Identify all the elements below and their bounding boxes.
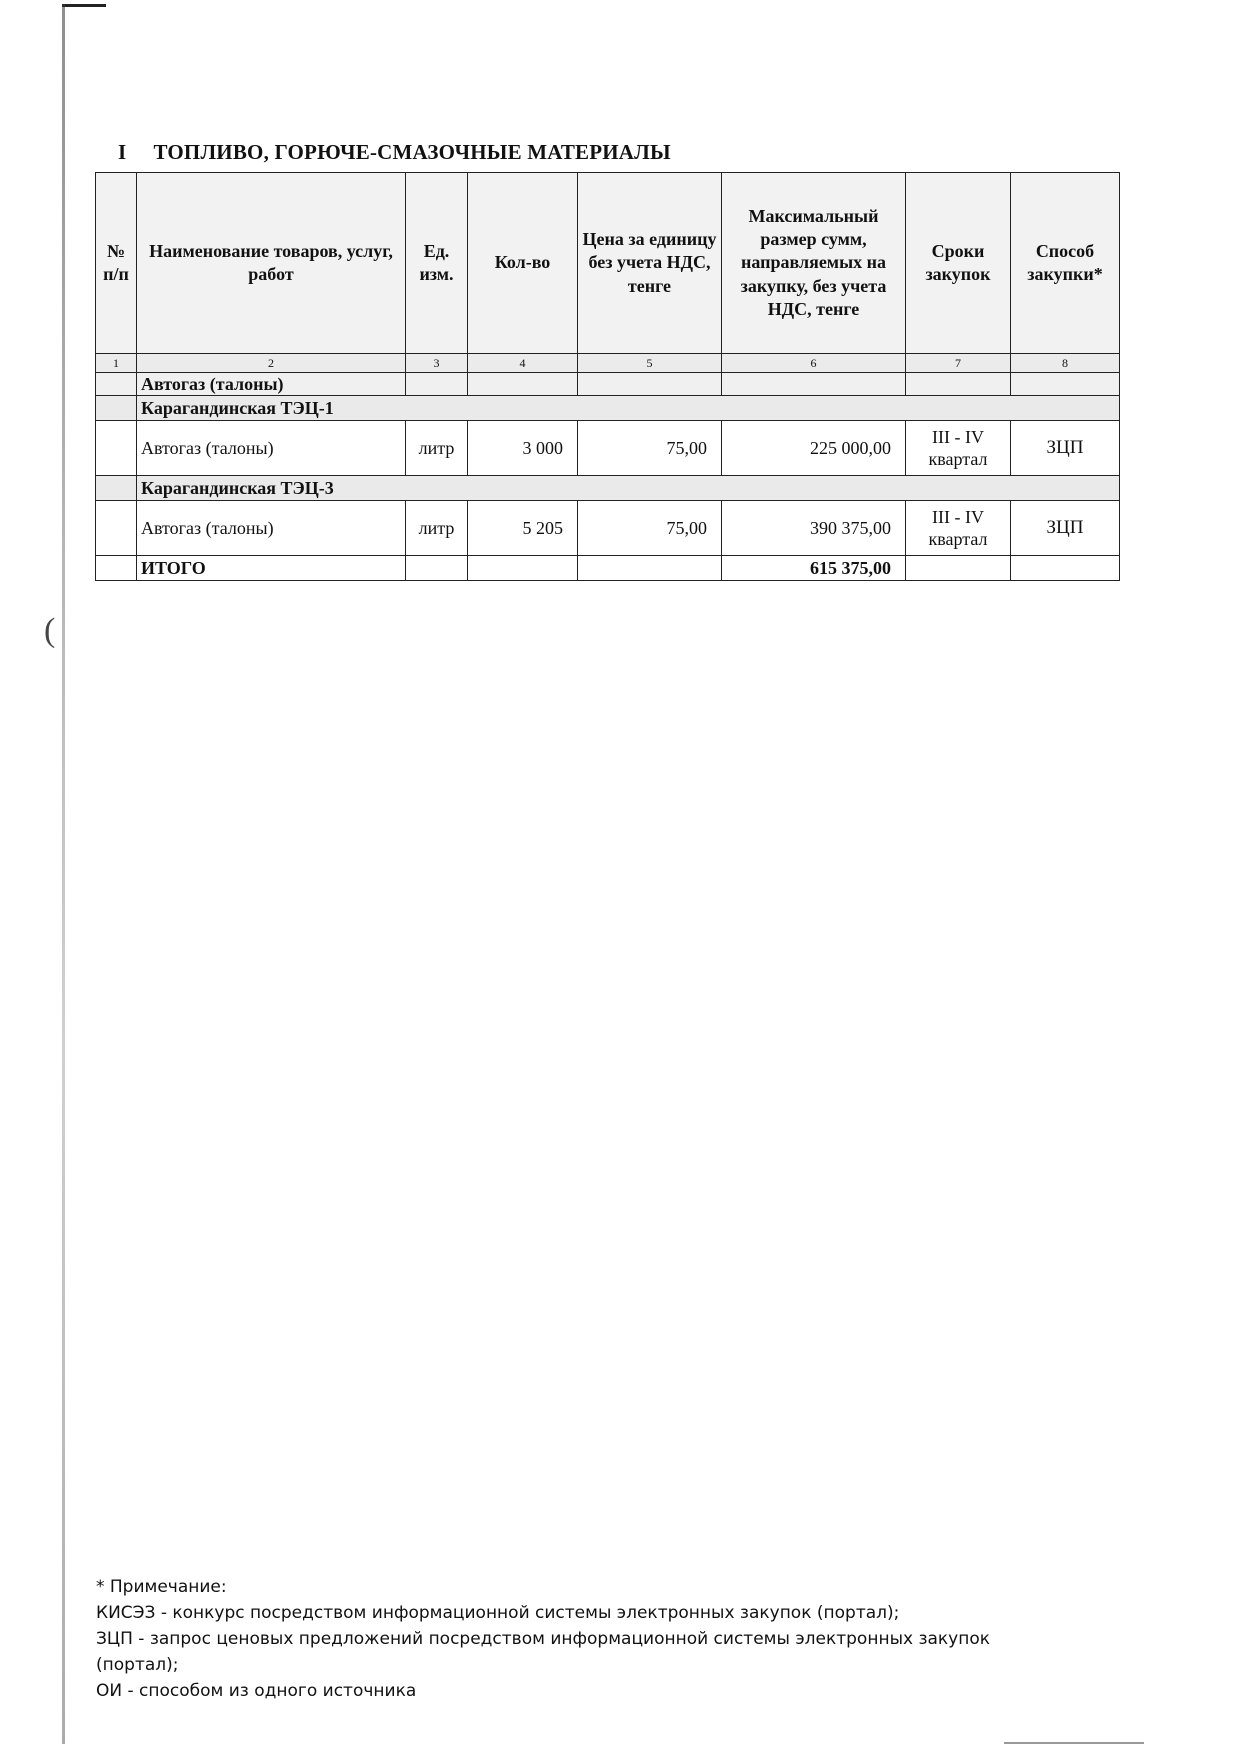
- scan-edge-top: [62, 4, 106, 7]
- subgroup-title: Карагандинская ТЭЦ-3: [137, 476, 1120, 501]
- procurement-table: [95, 172, 1120, 581]
- column-number: 1: [96, 354, 137, 373]
- item-price: 75,00: [578, 421, 722, 476]
- item-term-period: III - IV: [932, 506, 984, 527]
- group-title: Автогаз (талоны): [137, 373, 406, 396]
- footnote-line: (портал);: [96, 1655, 179, 1675]
- footnote-line: КИСЭЗ - конкурс посредством информационной системы электронных закупок (портал);: [96, 1603, 900, 1623]
- item-name: Автогаз (талоны): [137, 501, 406, 556]
- column-number: 5: [578, 354, 722, 373]
- scan-mark: (: [44, 612, 56, 649]
- total-amount: 615 375,00: [722, 556, 906, 581]
- section-title: [118, 140, 671, 165]
- item-unit: литр: [406, 421, 468, 476]
- header-unit: Ед. изм.: [406, 173, 468, 354]
- total-label: ИТОГО: [137, 556, 406, 581]
- header-method: Способ закупки*: [1011, 173, 1120, 354]
- item-term-unit: квартал: [928, 529, 988, 549]
- item-amount: 225 000,00: [722, 421, 906, 476]
- column-number: 6: [722, 354, 906, 373]
- column-number: 7: [906, 354, 1011, 373]
- table-header-row: [96, 173, 1120, 354]
- column-number: 3: [406, 354, 468, 373]
- scan-edge-bottom: [1004, 1742, 1144, 1744]
- subgroup-title: Карагандинская ТЭЦ-1: [137, 396, 1120, 421]
- footnote: [96, 1574, 1056, 1704]
- table-row: [96, 421, 1120, 476]
- item-method: ЗЦП: [1011, 501, 1120, 556]
- item-qty: 3 000: [468, 421, 578, 476]
- section-number: I: [118, 140, 127, 164]
- subgroup-row: [96, 396, 1120, 421]
- total-row: [96, 556, 1120, 581]
- section-title-text: ТОПЛИВО, ГОРЮЧЕ-СМАЗОЧНЫЕ МАТЕРИАЛЫ: [153, 140, 671, 164]
- header-name: Наименование товаров, услуг, работ: [137, 173, 406, 354]
- group-row: [96, 373, 1120, 396]
- item-qty: 5 205: [468, 501, 578, 556]
- column-number: 8: [1011, 354, 1120, 373]
- header-qty: Кол-во: [468, 173, 578, 354]
- footnote-line: ЗЦП - запрос ценовых предложений посредством информационной системы электронных закупок: [96, 1629, 991, 1649]
- scan-edge-left: [62, 4, 65, 1744]
- header-number: № п/п: [96, 173, 137, 354]
- column-number: 4: [468, 354, 578, 373]
- item-term-period: III - IV: [932, 426, 984, 447]
- column-number-row: [96, 354, 1120, 373]
- footnote-line: ОИ - способом из одного источника: [96, 1681, 417, 1701]
- column-number: 2: [137, 354, 406, 373]
- item-method: ЗЦП: [1011, 421, 1120, 476]
- table-row: [96, 501, 1120, 556]
- header-amount: Максимальный размер сумм, направляемых на закупку, без учета НДС, тенге: [722, 173, 906, 354]
- header-term: Сроки закупок: [906, 173, 1011, 354]
- item-term: [906, 421, 1011, 476]
- footnote-title: * Примечание:: [96, 1577, 227, 1597]
- header-price: Цена за единицу без учета НДС, тенге: [578, 173, 722, 354]
- item-term-unit: квартал: [928, 449, 988, 469]
- item-price: 75,00: [578, 501, 722, 556]
- item-unit: литр: [406, 501, 468, 556]
- item-name: Автогаз (талоны): [137, 421, 406, 476]
- item-term: [906, 501, 1011, 556]
- subgroup-row: [96, 476, 1120, 501]
- item-amount: 390 375,00: [722, 501, 906, 556]
